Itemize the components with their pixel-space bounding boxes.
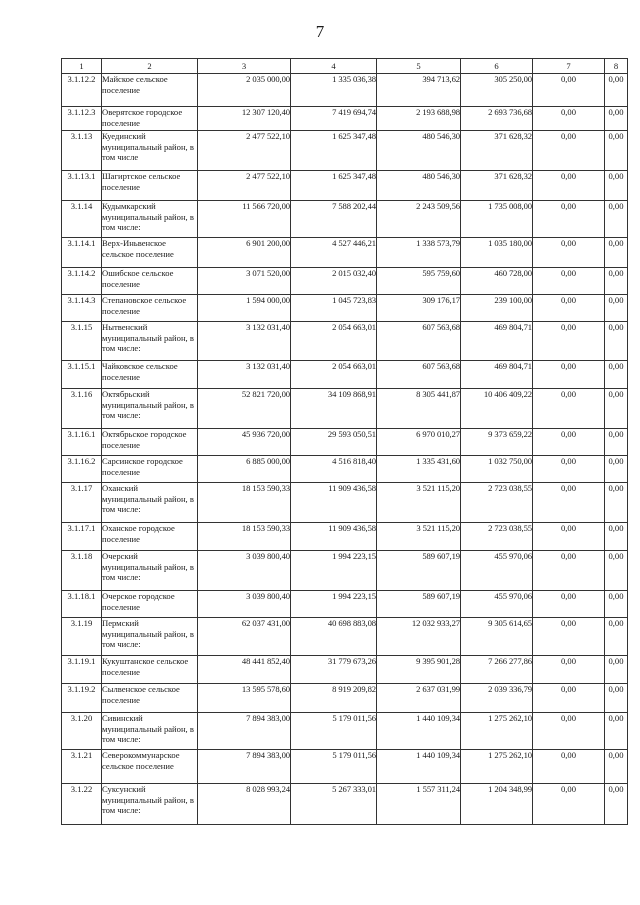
cell-col6: 2 723 038,55	[461, 483, 533, 523]
cell-col5: 1 440 109,34	[377, 750, 461, 784]
row-code: 3.1.19	[62, 618, 102, 656]
cell-col5: 394 713,62	[377, 74, 461, 107]
table-row	[62, 784, 628, 825]
cell-col6: 305 250,00	[461, 74, 533, 107]
cell-col6: 2 039 336,79	[461, 684, 533, 713]
row-code: 3.1.18.1	[62, 591, 102, 618]
cell-col7: 0,00	[533, 591, 605, 618]
row-code: 3.1.19.1	[62, 656, 102, 684]
cell-col5: 2 243 509,56	[377, 201, 461, 238]
row-name: Кукуштанское сельское поселение	[102, 656, 198, 684]
cell-col8: 0,00	[605, 322, 628, 361]
row-code: 3.1.14.2	[62, 268, 102, 295]
table-row	[62, 591, 628, 618]
cell-col4: 11 909 436,58	[291, 483, 377, 523]
cell-col7: 0,00	[533, 656, 605, 684]
row-name: Нытвенский муниципальный район, в том числе:	[102, 322, 198, 361]
table-row	[62, 551, 628, 591]
cell-col6: 9 305 614,65	[461, 618, 533, 656]
cell-col3: 2 477 522,10	[198, 171, 291, 201]
cell-col3: 11 566 720,00	[198, 201, 291, 238]
cell-col4: 31 779 673,26	[291, 656, 377, 684]
row-name: Майское сельское поселение	[102, 74, 198, 107]
table-row	[62, 295, 628, 322]
cell-col7: 0,00	[533, 131, 605, 171]
cell-col3: 3 132 031,40	[198, 361, 291, 389]
cell-col8: 0,00	[605, 713, 628, 750]
cell-col7: 0,00	[533, 238, 605, 268]
row-name: Ошибское сельское поселение	[102, 268, 198, 295]
cell-col8: 0,00	[605, 551, 628, 591]
row-code: 3.1.13	[62, 131, 102, 171]
table-row	[62, 268, 628, 295]
column-header: 3	[198, 59, 291, 74]
cell-col6: 7 266 277,86	[461, 656, 533, 684]
column-header: 6	[461, 59, 533, 74]
table-row	[62, 322, 628, 361]
cell-col3: 6 901 200,00	[198, 238, 291, 268]
row-name: Степановское сельское поселение	[102, 295, 198, 322]
cell-col5: 309 176,17	[377, 295, 461, 322]
cell-col7: 0,00	[533, 268, 605, 295]
cell-col3: 18 153 590,33	[198, 523, 291, 551]
table-row	[62, 523, 628, 551]
cell-col7: 0,00	[533, 684, 605, 713]
cell-col3: 18 153 590,33	[198, 483, 291, 523]
cell-col6: 371 628,32	[461, 131, 533, 171]
cell-col8: 0,00	[605, 131, 628, 171]
table-row	[62, 171, 628, 201]
row-code: 3.1.14	[62, 201, 102, 238]
cell-col4: 1 625 347,48	[291, 131, 377, 171]
cell-col8: 0,00	[605, 268, 628, 295]
cell-col8: 0,00	[605, 389, 628, 429]
cell-col3: 48 441 852,40	[198, 656, 291, 684]
row-code: 3.1.13.1	[62, 171, 102, 201]
cell-col4: 2 054 663,01	[291, 322, 377, 361]
cell-col3: 13 595 578,60	[198, 684, 291, 713]
cell-col8: 0,00	[605, 74, 628, 107]
row-name: Северокоммунарское сельское поселение	[102, 750, 198, 784]
cell-col8: 0,00	[605, 591, 628, 618]
header-row	[62, 59, 628, 74]
row-name: Очерское городское поселение	[102, 591, 198, 618]
table-row	[62, 456, 628, 483]
row-name: Кудымкарский муниципальный район, в том числе:	[102, 201, 198, 238]
cell-col5: 589 607,19	[377, 591, 461, 618]
cell-col7: 0,00	[533, 322, 605, 361]
table-row	[62, 684, 628, 713]
cell-col7: 0,00	[533, 551, 605, 591]
cell-col4: 11 909 436,58	[291, 523, 377, 551]
cell-col6: 1 735 008,00	[461, 201, 533, 238]
cell-col4: 1 994 223,15	[291, 551, 377, 591]
cell-col4: 1 625 347,48	[291, 171, 377, 201]
cell-col6: 1 204 348,99	[461, 784, 533, 825]
row-name: Октябрьское городское поселение	[102, 429, 198, 456]
row-name: Шагиртское сельское поселение	[102, 171, 198, 201]
cell-col5: 1 440 109,34	[377, 713, 461, 750]
row-code: 3.1.22	[62, 784, 102, 825]
cell-col4: 2 054 663,01	[291, 361, 377, 389]
cell-col6: 10 406 409,22	[461, 389, 533, 429]
cell-col5: 3 521 115,20	[377, 523, 461, 551]
cell-col5: 480 546,30	[377, 131, 461, 171]
row-code: 3.1.12.3	[62, 107, 102, 131]
table-row	[62, 201, 628, 238]
cell-col8: 0,00	[605, 483, 628, 523]
table-row	[62, 361, 628, 389]
cell-col6: 1 035 180,00	[461, 238, 533, 268]
row-name: Куединский муниципальный район, в том числе	[102, 131, 198, 171]
row-code: 3.1.16.2	[62, 456, 102, 483]
row-code: 3.1.21	[62, 750, 102, 784]
cell-col3: 8 028 993,24	[198, 784, 291, 825]
table-row	[62, 618, 628, 656]
budget-table	[61, 58, 628, 825]
table-row	[62, 656, 628, 684]
table-body	[62, 74, 628, 825]
cell-col3: 62 037 431,00	[198, 618, 291, 656]
cell-col5: 1 557 311,24	[377, 784, 461, 825]
cell-col4: 5 267 333,01	[291, 784, 377, 825]
table-row	[62, 238, 628, 268]
cell-col7: 0,00	[533, 618, 605, 656]
cell-col8: 0,00	[605, 456, 628, 483]
cell-col7: 0,00	[533, 295, 605, 322]
row-code: 3.1.14.1	[62, 238, 102, 268]
cell-col3: 2 035 000,00	[198, 74, 291, 107]
cell-col4: 1 045 723,83	[291, 295, 377, 322]
row-name: Сивинский муниципальный район, в том числе:	[102, 713, 198, 750]
table-row	[62, 131, 628, 171]
cell-col8: 0,00	[605, 201, 628, 238]
row-name: Сарсинское городское поселение	[102, 456, 198, 483]
cell-col6: 469 804,71	[461, 361, 533, 389]
cell-col7: 0,00	[533, 74, 605, 107]
table-row	[62, 750, 628, 784]
column-header: 4	[291, 59, 377, 74]
cell-col7: 0,00	[533, 456, 605, 483]
row-code: 3.1.15	[62, 322, 102, 361]
row-name: Суксунский муниципальный район, в том числе:	[102, 784, 198, 825]
cell-col6: 371 628,32	[461, 171, 533, 201]
cell-col3: 7 894 383,00	[198, 713, 291, 750]
cell-col4: 4 527 446,21	[291, 238, 377, 268]
cell-col4: 4 516 818,40	[291, 456, 377, 483]
cell-col6: 1 275 262,10	[461, 750, 533, 784]
row-code: 3.1.15.1	[62, 361, 102, 389]
cell-col8: 0,00	[605, 750, 628, 784]
cell-col4: 7 588 202,44	[291, 201, 377, 238]
cell-col4: 1 335 036,38	[291, 74, 377, 107]
cell-col8: 0,00	[605, 523, 628, 551]
cell-col7: 0,00	[533, 750, 605, 784]
row-code: 3.1.17.1	[62, 523, 102, 551]
cell-col8: 0,00	[605, 684, 628, 713]
cell-col8: 0,00	[605, 107, 628, 131]
column-header: 1	[62, 59, 102, 74]
cell-col6: 469 804,71	[461, 322, 533, 361]
cell-col8: 0,00	[605, 171, 628, 201]
cell-col3: 7 894 383,00	[198, 750, 291, 784]
cell-col5: 12 032 933,27	[377, 618, 461, 656]
cell-col3: 45 936 720,00	[198, 429, 291, 456]
cell-col8: 0,00	[605, 238, 628, 268]
cell-col5: 2 193 688,98	[377, 107, 461, 131]
cell-col3: 3 132 031,40	[198, 322, 291, 361]
cell-col5: 589 607,19	[377, 551, 461, 591]
cell-col8: 0,00	[605, 656, 628, 684]
row-code: 3.1.19.2	[62, 684, 102, 713]
cell-col6: 1 032 750,00	[461, 456, 533, 483]
cell-col5: 607 563,68	[377, 361, 461, 389]
cell-col7: 0,00	[533, 429, 605, 456]
cell-col4: 40 698 883,08	[291, 618, 377, 656]
cell-col7: 0,00	[533, 483, 605, 523]
cell-col3: 12 307 120,40	[198, 107, 291, 131]
cell-col5: 1 338 573,79	[377, 238, 461, 268]
cell-col6: 460 728,00	[461, 268, 533, 295]
table-row	[62, 429, 628, 456]
cell-col8: 0,00	[605, 361, 628, 389]
cell-col4: 2 015 032,40	[291, 268, 377, 295]
row-name: Октябрьский муниципальный район, в том числе:	[102, 389, 198, 429]
cell-col4: 1 994 223,15	[291, 591, 377, 618]
column-header: 7	[533, 59, 605, 74]
cell-col7: 0,00	[533, 201, 605, 238]
cell-col5: 9 395 901,28	[377, 656, 461, 684]
table-row	[62, 74, 628, 107]
row-name: Верх-Иньвенское сельское поселение	[102, 238, 198, 268]
cell-col7: 0,00	[533, 361, 605, 389]
row-name: Очерский муниципальный район, в том числе:	[102, 551, 198, 591]
cell-col3: 52 821 720,00	[198, 389, 291, 429]
row-code: 3.1.14.3	[62, 295, 102, 322]
cell-col8: 0,00	[605, 295, 628, 322]
cell-col4: 8 919 209,82	[291, 684, 377, 713]
table-row	[62, 483, 628, 523]
row-code: 3.1.17	[62, 483, 102, 523]
cell-col7: 0,00	[533, 171, 605, 201]
row-code: 3.1.18	[62, 551, 102, 591]
row-name: Оверятское городское поселение	[102, 107, 198, 131]
cell-col5: 595 759,60	[377, 268, 461, 295]
row-name: Сылвенское сельское поселение	[102, 684, 198, 713]
row-code: 3.1.16	[62, 389, 102, 429]
cell-col4: 7 419 694,74	[291, 107, 377, 131]
cell-col3: 2 477 522,10	[198, 131, 291, 171]
cell-col7: 0,00	[533, 389, 605, 429]
cell-col5: 2 637 031,99	[377, 684, 461, 713]
row-code: 3.1.20	[62, 713, 102, 750]
cell-col5: 480 546,30	[377, 171, 461, 201]
cell-col5: 8 305 441,87	[377, 389, 461, 429]
cell-col6: 455 970,06	[461, 551, 533, 591]
cell-col6: 455 970,06	[461, 591, 533, 618]
column-header: 5	[377, 59, 461, 74]
cell-col6: 1 275 262,10	[461, 713, 533, 750]
row-code: 3.1.16.1	[62, 429, 102, 456]
cell-col5: 607 563,68	[377, 322, 461, 361]
cell-col6: 2 693 736,68	[461, 107, 533, 131]
cell-col7: 0,00	[533, 107, 605, 131]
cell-col4: 5 179 011,56	[291, 750, 377, 784]
cell-col8: 0,00	[605, 618, 628, 656]
cell-col7: 0,00	[533, 523, 605, 551]
cell-col5: 6 970 010,27	[377, 429, 461, 456]
row-name: Чайковское сельское поселение	[102, 361, 198, 389]
table-row	[62, 713, 628, 750]
cell-col6: 2 723 038,55	[461, 523, 533, 551]
cell-col6: 239 100,00	[461, 295, 533, 322]
cell-col3: 6 885 000,00	[198, 456, 291, 483]
row-name: Оханский муниципальный район, в том числе:	[102, 483, 198, 523]
page-number: 7	[315, 22, 325, 41]
table-row	[62, 389, 628, 429]
cell-col4: 29 593 050,51	[291, 429, 377, 456]
cell-col5: 1 335 431,60	[377, 456, 461, 483]
cell-col6: 9 373 659,22	[461, 429, 533, 456]
column-header: 2	[102, 59, 198, 74]
cell-col3: 3 039 800,40	[198, 591, 291, 618]
row-name: Оханское городское поселение	[102, 523, 198, 551]
cell-col7: 0,00	[533, 784, 605, 825]
cell-col3: 1 594 000,00	[198, 295, 291, 322]
cell-col7: 0,00	[533, 713, 605, 750]
cell-col3: 3 071 520,00	[198, 268, 291, 295]
column-header: 8	[605, 59, 628, 74]
cell-col8: 0,00	[605, 784, 628, 825]
table-row	[62, 107, 628, 131]
cell-col4: 5 179 011,56	[291, 713, 377, 750]
cell-col5: 3 521 115,20	[377, 483, 461, 523]
cell-col4: 34 109 868,91	[291, 389, 377, 429]
cell-col3: 3 039 800,40	[198, 551, 291, 591]
row-code: 3.1.12.2	[62, 74, 102, 107]
cell-col8: 0,00	[605, 429, 628, 456]
row-name: Пермский муниципальный район, в том числе:	[102, 618, 198, 656]
